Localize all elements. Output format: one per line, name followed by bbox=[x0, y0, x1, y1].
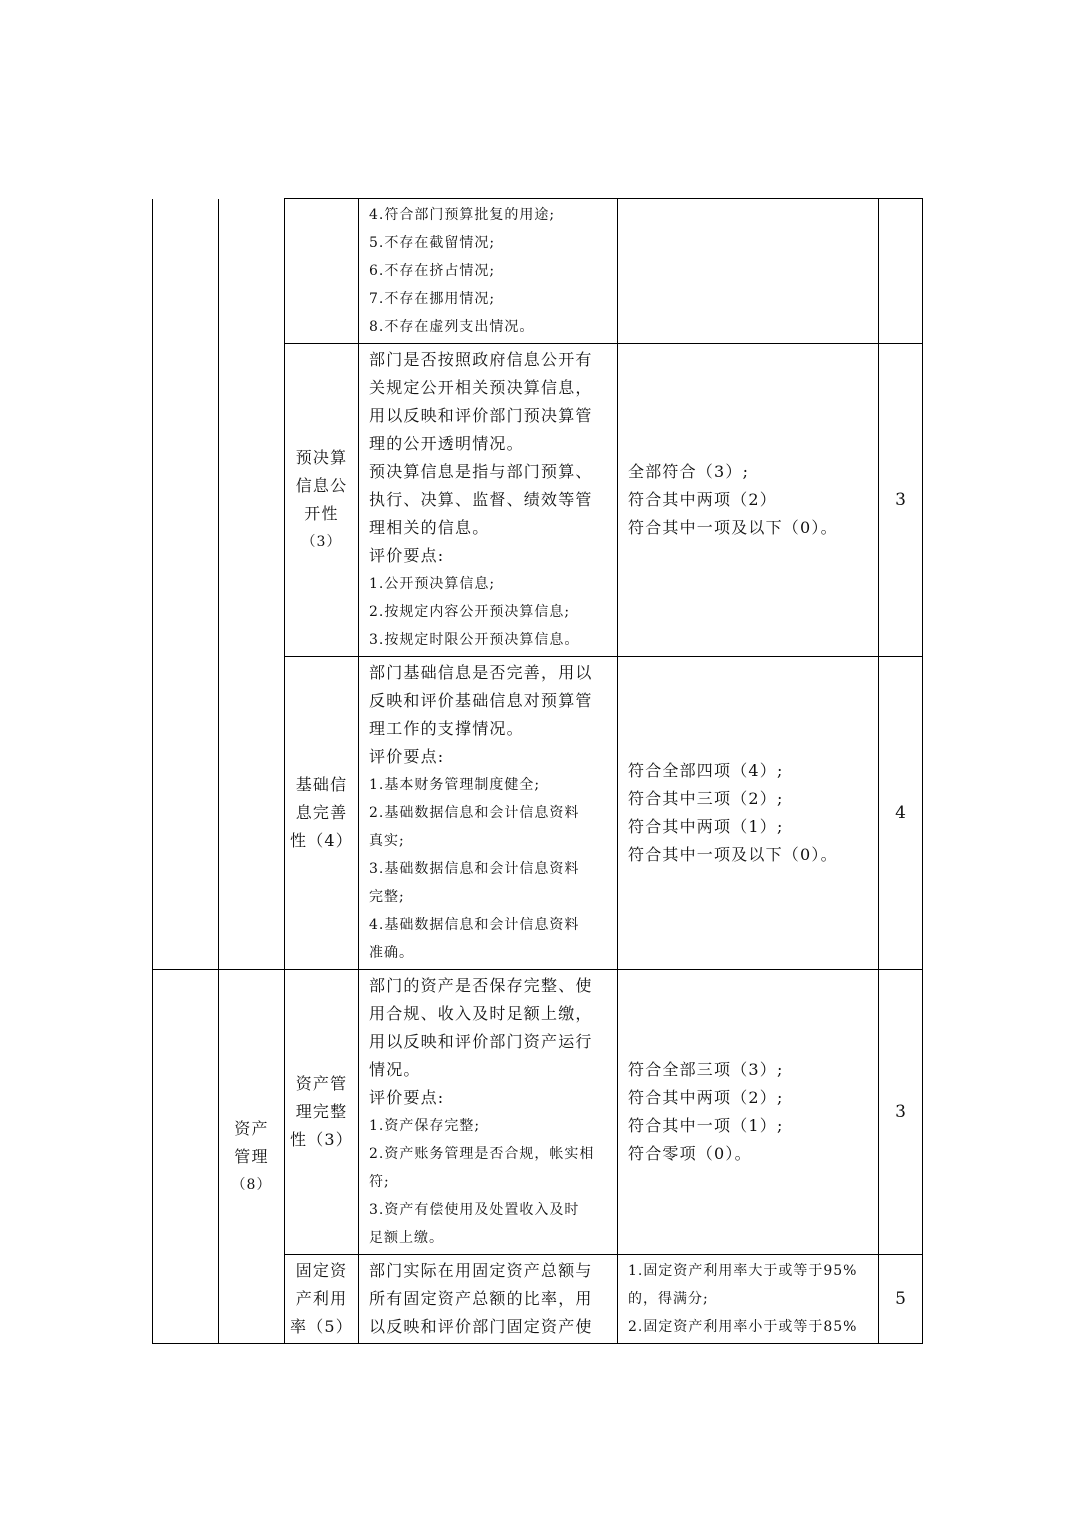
criterion-cell: 固定资 产利用 率（5） bbox=[285, 1255, 359, 1344]
description-cell: 部门实际在用固定资产总额与 所有固定资产总额的比率，用 以反映和评价部门固定资产使 bbox=[359, 1255, 618, 1344]
table-row bbox=[153, 199, 923, 344]
level1-cell bbox=[153, 970, 219, 1344]
level1-cell bbox=[153, 199, 219, 970]
score-cell: 4 bbox=[879, 657, 923, 970]
standard-cell bbox=[618, 199, 879, 344]
score-cell: 3 bbox=[879, 970, 923, 1255]
standard-cell: 1.固定资产利用率大于或等于95% 的，得满分; 2.固定资产利用率小于或等于85% bbox=[618, 1255, 879, 1344]
standard-cell: 符合全部四项（4）; 符合其中三项（2）; 符合其中两项（1）; 符合其中一项及以下（0）。 bbox=[618, 657, 879, 970]
description-cell: 4.符合部门预算批复的用途; 5.不存在截留情况; 6.不存在挤占情况; 7.不存在挪用情况; 8.不存在虚列支出情况。 bbox=[359, 199, 618, 344]
score-cell: 5 bbox=[879, 1255, 923, 1344]
criterion-cell: 基础信 息完善 性（4） bbox=[285, 657, 359, 970]
standard-cell: 全部符合（3）; 符合其中两项（2） 符合其中一项及以下（0）。 bbox=[618, 344, 879, 657]
description-cell: 部门的资产是否保存完整、使 用合规、收入及时足额上缴， 用以反映和评价部门资产运行 情况。 评价要点: 1.资产保存完整; 2.资产账务管理是否合规，帐实相 符; 3.资产有偿使用及处置收入及时 足额上缴。 bbox=[359, 970, 618, 1255]
description-cell: 部门基础信息是否完善，用以 反映和评价基础信息对预算管 理工作的支撑情况。 评价要点: 1.基本财务管理制度健全; 2.基础数据信息和会计信息资料 真实; 3.基础数据信息和会计信息资料 完整; 4.基础数据信息和会计信息资料 准确。 bbox=[359, 657, 618, 970]
score-cell bbox=[879, 199, 923, 344]
score-cell: 3 bbox=[879, 344, 923, 657]
description-cell: 部门是否按照政府信息公开有 关规定公开相关预决算信息， 用以反映和评价部门预决算管 理的公开透明情况。 预决算信息是指与部门预算、 执行、决算、监督、绩效等管 理相关的信息。 评价要点: 1.公开预决算信息; 2.按规定内容公开预决算信息; 3.按规定时限公开预决算信息。 bbox=[359, 344, 618, 657]
table-row bbox=[153, 970, 923, 1255]
criterion-cell: 资产管 理完整 性（3） bbox=[285, 970, 359, 1255]
category-cell: 资产 管理 （8） bbox=[219, 970, 285, 1344]
level2-cell bbox=[219, 199, 285, 970]
standard-cell: 符合全部三项（3）; 符合其中两项（2）; 符合其中一项（1）; 符合零项（0）。 bbox=[618, 970, 879, 1255]
criterion-cell bbox=[285, 199, 359, 344]
evaluation-table bbox=[152, 198, 923, 1344]
criterion-cell: 预决算 信息公 开性 （3） bbox=[285, 344, 359, 657]
